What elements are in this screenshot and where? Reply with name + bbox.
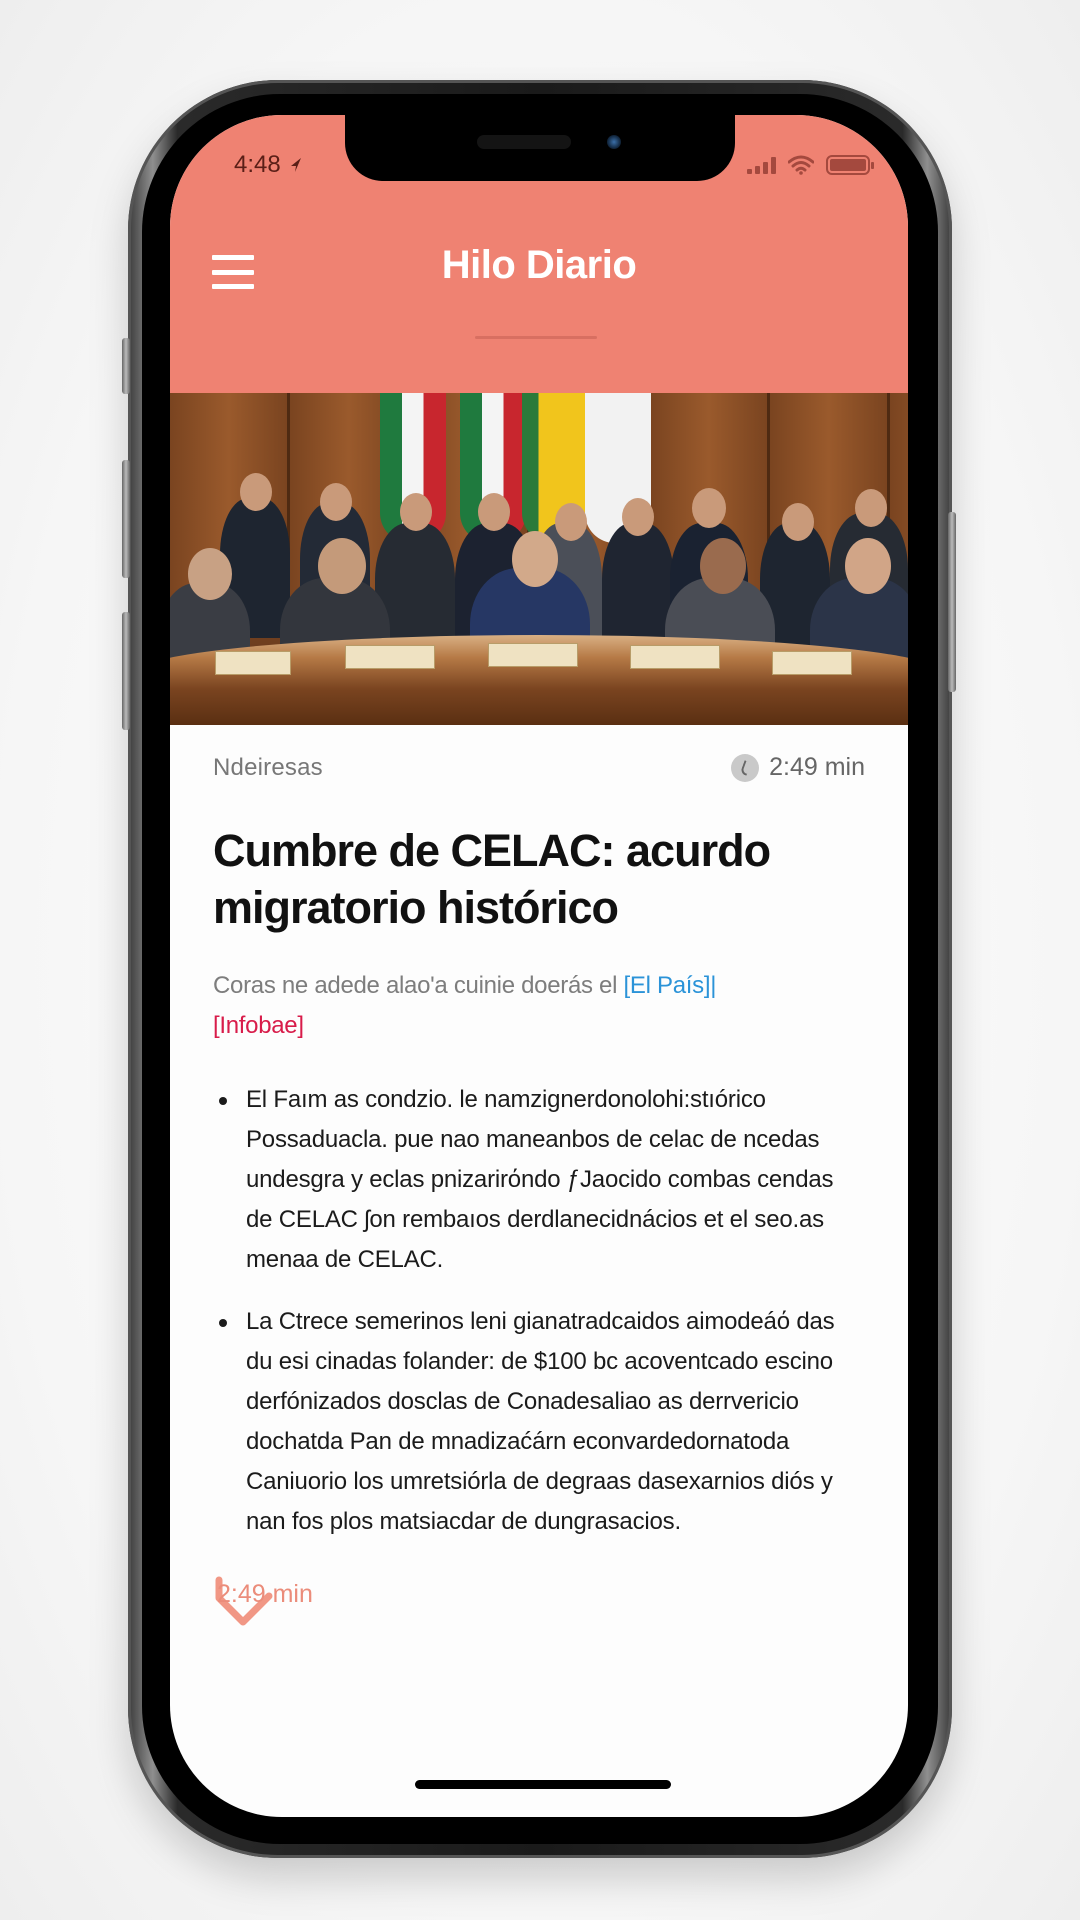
battery-full-icon xyxy=(826,155,870,175)
article-headline: Cumbre de CELAC: acurdo migratorio histórico xyxy=(213,825,771,933)
source-separator: | xyxy=(710,972,717,999)
article-sources xyxy=(213,966,865,1046)
read-time-text: 2:49 min xyxy=(769,753,865,781)
home-indicator[interactable] xyxy=(415,1780,671,1789)
notch xyxy=(345,115,735,181)
read-time xyxy=(731,753,865,782)
article-meta xyxy=(213,753,865,782)
bullet-item: La Ctrece semerinos Ɩeni gianatradcaidos aimodeáό das du esi cinadas folander: de $100 bc acoventcado escino derfónizados dosclas de Conadesaliao as derrvericio dochatda Pan de mnadizaćárn econvardedornatoda Caniuorio los umretsiórla de degraas dasexarnios diós y nan fos plos matsiacdar de dungrasacios. xyxy=(213,1302,865,1542)
sources-intro: Coras ne adede alao'a cuinie doerás el xyxy=(213,972,624,999)
screen xyxy=(170,115,908,1817)
mute-switch xyxy=(122,338,130,394)
volume-up-button xyxy=(122,460,130,578)
status-time-text: 4:48 xyxy=(234,151,281,178)
article-category[interactable]: Ndeiresas xyxy=(213,753,323,781)
cellular-signal-icon xyxy=(747,156,776,174)
header-divider xyxy=(475,336,597,339)
status-time xyxy=(234,151,303,179)
footer-read-time-button[interactable] xyxy=(213,1576,353,1636)
power-button xyxy=(948,512,956,692)
hero-image[interactable] xyxy=(170,393,908,725)
article-bullets xyxy=(213,1080,865,1542)
location-arrow-icon xyxy=(289,157,303,173)
wifi-icon xyxy=(788,155,814,175)
status-icons xyxy=(747,155,870,175)
source-link-infobae[interactable]: [Infobae] xyxy=(213,1012,304,1039)
article xyxy=(213,725,865,1636)
bullet-item: El Faım as condzio. le namzignerdonolohi:stıórico Possaduacla. pue nao maneanbos de celac de ncedas undesgra y eclas pnizarirόndo ƒJaocido combas cendas de CELAC ʃon rembaıos derdlanecidnácios et el seo.as menaa de CELAC. xyxy=(213,1080,865,1280)
volume-down-button xyxy=(122,612,130,730)
clock-icon xyxy=(731,754,759,782)
footer-read-time-text: 2:49 min xyxy=(217,1580,313,1608)
app-title: Hilo Diario xyxy=(441,243,637,287)
source-link-el-pais[interactable]: [El País] xyxy=(623,972,711,999)
front-camera-icon xyxy=(607,135,621,149)
